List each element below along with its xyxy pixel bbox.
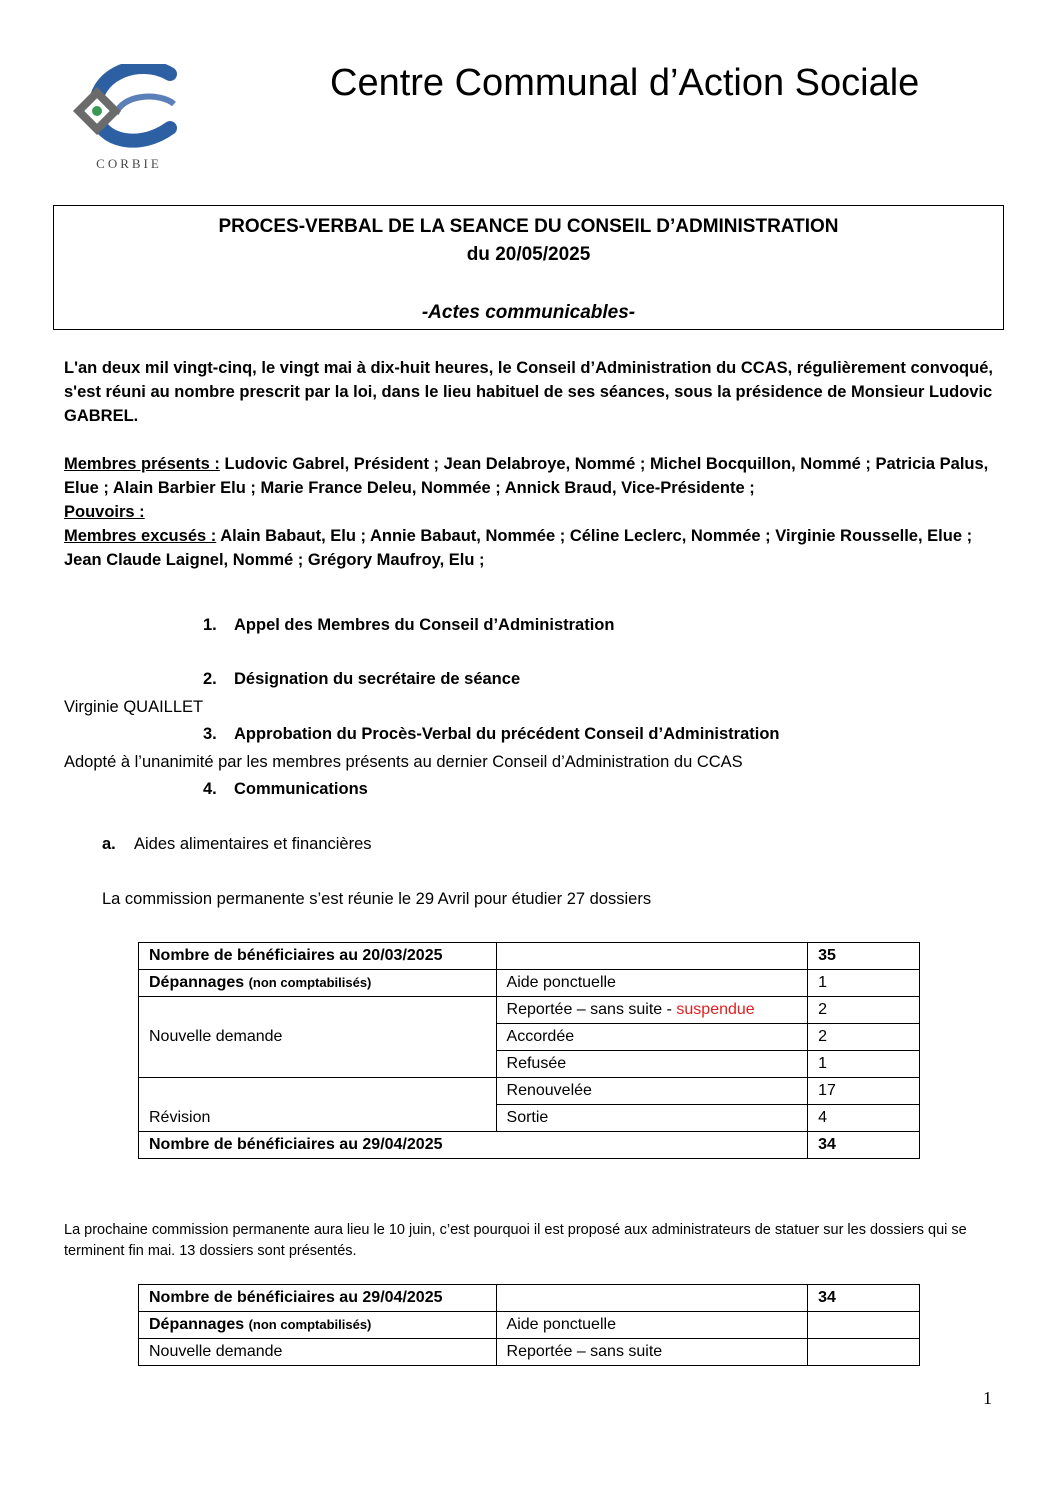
approval-text: Adopté à l’unanimité par les membres présents au dernier Conseil d’Administration du CCAS — [64, 753, 743, 771]
table-cell — [496, 943, 808, 970]
table-cell: Reportée – sans suite - suspendue — [496, 997, 808, 1024]
ccas-corbie-logo — [70, 64, 182, 176]
table-cell: Nombre de bénéficiaires au 29/04/2025 — [139, 1285, 497, 1312]
subsection-a: a. Aides alimentaires et financières — [102, 835, 372, 853]
table-cell: Nouvelle demande — [139, 997, 497, 1078]
agenda-item-1: 1. Appel des Membres du Conseil d’Administration — [203, 616, 615, 634]
organization-title: Centre Communal d’Action Sociale — [330, 62, 920, 104]
members-present-label: Membres présents : — [64, 455, 220, 473]
table-cell: 1 — [808, 1051, 920, 1078]
table-cell: 17 — [808, 1078, 920, 1105]
table-row — [139, 943, 920, 970]
table-cell: Renouvelée — [496, 1078, 808, 1105]
table-cell: 4 — [808, 1105, 920, 1132]
table-cell: Reportée – sans suite — [496, 1339, 808, 1366]
page-number: 1 — [983, 1388, 992, 1408]
commission-text: La commission permanente s’est réunie le 29 Avril pour étudier 27 dossiers — [102, 890, 652, 908]
agenda-item-4: 4. Communications — [203, 780, 368, 798]
intro-paragraph: L'an deux mil vingt-cinq, le vingt mai à dix-huit heures, le Conseil d’Administration du CCAS, régulièrement convoqué, s'est réuni au nombre prescrit par la loi, dans le lieu habituel de ses séances, sous la présidence de Monsieur Ludovic GABREL. — [64, 359, 993, 425]
table-cell: Révision — [139, 1078, 497, 1132]
table-cell: Accordée — [496, 1024, 808, 1051]
members-present — [64, 452, 1004, 500]
table-cell — [808, 1312, 920, 1339]
table-cell: 34 — [808, 1285, 920, 1312]
table-cell: Refusée — [496, 1051, 808, 1078]
table-cell: Dépannages (non comptabilisés) — [139, 1312, 497, 1339]
table-cell: Dépannages (non comptabilisés) — [139, 970, 497, 997]
table-cell: Nombre de bénéficiaires au 29/04/2025 — [139, 1132, 808, 1159]
table-cell: Aide ponctuelle — [496, 1312, 808, 1339]
table-cell: Sortie — [496, 1105, 808, 1132]
table-row — [139, 1339, 920, 1366]
table-cell: 2 — [808, 1024, 920, 1051]
beneficiaries-table-1 — [138, 942, 920, 1159]
table-cell: 2 — [808, 997, 920, 1024]
secretary-name: Virginie QUAILLET — [64, 698, 204, 716]
next-commission-text: La prochaine commission permanente aura lieu le 10 juin, c’est pourquoi il est proposé aux administrateurs de statuer sur les dossiers qui se terminent fin mai. 13 dossiers sont présentés. — [64, 1222, 967, 1259]
document-subtitle: -Actes communicables- — [421, 302, 636, 323]
table-row — [139, 970, 920, 997]
table-cell: Aide ponctuelle — [496, 970, 808, 997]
beneficiaries-table-2 — [138, 1284, 920, 1366]
session-date: du 20/05/2025 — [466, 244, 591, 265]
title-box — [53, 205, 1004, 330]
logo-text: CORBIE — [96, 156, 162, 171]
table-row — [139, 997, 920, 1024]
pouvoirs-label: Pouvoirs : — [64, 503, 145, 521]
agenda-item-2: 2. Désignation du secrétaire de séance — [203, 670, 521, 688]
table-cell — [496, 1285, 808, 1312]
table-cell: 34 — [808, 1132, 920, 1159]
table-row — [139, 1285, 920, 1312]
members-block — [64, 452, 1004, 572]
members-excused-label: Membres excusés : — [64, 527, 217, 545]
members-present-list: Ludovic Gabrel, Président ; Jean Delabroye, Nommé ; Michel Bocquillon, Nommé ; Patricia Palus, Elue ; Alain Barbier Elu ; Marie France Deleu, Nommée ; Annick Braud, Vice-Présidente ; — [64, 455, 989, 497]
table-row — [139, 1078, 920, 1105]
members-excused-list: Alain Babaut, Elu ; Annie Babaut, Nommée ; Céline Leclerc, Nommée ; Virginie Rousselle, Elue ; Jean Claude Laignel, Nommé ; Grégory Maufroy, Elu ; — [64, 527, 973, 569]
table-row — [139, 1132, 920, 1159]
document-title: PROCES-VERBAL DE LA SEANCE DU CONSEIL D’ADMINISTRATION — [218, 216, 839, 237]
table-cell: Nombre de bénéficiaires au 20/03/2025 — [139, 943, 497, 970]
table-cell: 35 — [808, 943, 920, 970]
table-cell: Nouvelle demande — [139, 1339, 497, 1366]
table-cell: 1 — [808, 970, 920, 997]
table-row — [139, 1312, 920, 1339]
members-excused — [64, 524, 1004, 572]
table-cell — [808, 1339, 920, 1366]
agenda-item-3: 3. Approbation du Procès-Verbal du précédent Conseil d’Administration — [203, 725, 780, 743]
logo-emblem — [70, 64, 182, 156]
